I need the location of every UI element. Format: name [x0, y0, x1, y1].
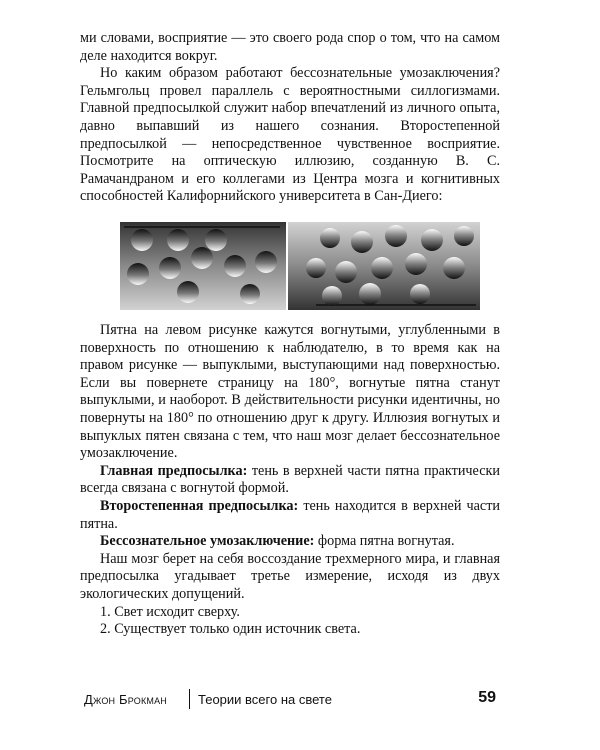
optical-illusion-figure: [120, 222, 480, 310]
illusion-image: [120, 222, 480, 310]
paragraph-continuation: ми словами, восприятие — это своего рода спор о том, что на самом деле находится вокруг.: [80, 30, 500, 64]
premise-main-text: тень в верхней части пятна практически всегда связана с вогнутой формой.: [80, 462, 500, 497]
paragraph-illusion: Пятна на левом рисунке кажутся вогнутыми, углубленными в поверхность по отношению к наблюдателю, в то время как на правом рисунке — выпуклыми, выступающими над поверхностью. Если вы повернете страницу на 180°, вогнутые пятна станут выпуклыми, и наоборот. В действительности рисунки идентичны, но повернуты на 180° по отношению друг к другу. Иллюзия вогнутых и выпуклых пятен связана с тем, что наш мозг делает бессознательное умозаключение.: [80, 322, 500, 462]
premise-secondary: [80, 498, 500, 533]
page-footer: [84, 689, 496, 711]
paragraph-closing: Наш мозг берет на себя воссоздание трехмерного мира, и главная предпосылка угадывает третье измерение, исходя из двух экологических допущений.: [80, 550, 500, 602]
premise-main-label: Главная предпосылка:: [100, 462, 248, 479]
premise-main: [80, 463, 500, 498]
conclusion-text: форма пятна вогнутая.: [314, 533, 455, 550]
premise-secondary-label: Второстепенная предпосылка:: [100, 497, 299, 514]
footer-book-title: Теории всего на свете: [198, 692, 332, 707]
text-top: [80, 30, 500, 206]
text-bottom: [80, 322, 500, 639]
premise-secondary-text: тень находится в верхней части пятна.: [80, 497, 500, 532]
page-number: 59: [478, 689, 496, 706]
list-item: 1. Свет исходит сверху.: [100, 603, 240, 620]
left-panel-concave: [120, 222, 286, 310]
right-panel-convex: [288, 222, 480, 310]
footer-divider: [189, 689, 190, 709]
paragraph-unconscious-inference: Но каким образом работают бессознательные умозаключения? Гельмгольц провел параллель с вероятностными силлогизмами. Главной предпосылкой служит набор впечатлений из личного опыта, давно выпавший из нашего сознания. Второстепенной предпосылкой — непосредственное чувственное восприятие. Посмотрите на оптическую иллюзию, созданную В. С. Рамачандраном и его коллегами из Центра мозга и когнитивных способностей Калифорнийского университета в Сан-Диего:: [80, 65, 500, 205]
conclusion: [80, 533, 500, 551]
conclusion-label: Бессознательное умозаключение:: [100, 533, 315, 550]
list-item: 2. Существует только один источник света.: [100, 621, 361, 638]
footer-author: Джон Брокман: [84, 692, 168, 707]
